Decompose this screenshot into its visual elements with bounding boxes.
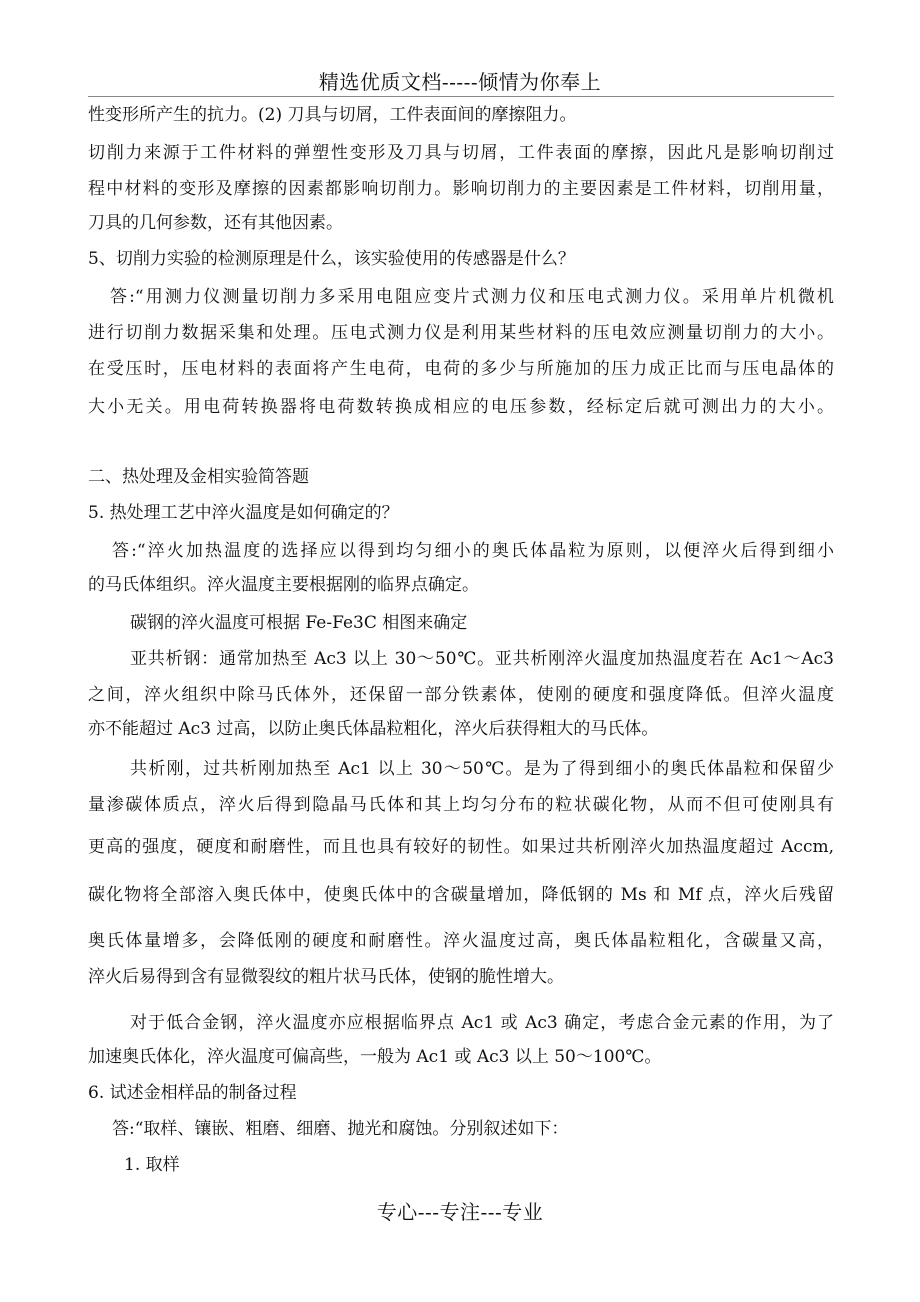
text-line: 在受压时，压电材料的表面将产生电荷，电荷的多少与所施加的压力成正比而与压电晶体的 — [88, 359, 834, 379]
question-heading: 5. 热处理工艺中淬火温度是如何确定的？ — [88, 503, 399, 523]
section-heading: 二、热处理及金相实验简答题 — [88, 467, 309, 487]
text-line: 大小无关。用电荷转换器将电荷数转换成相应的电压参数，经标定后就可测出力的大小。 — [88, 397, 834, 417]
text-line: 的马氏体组织。淬火温度主要根据刚的临界点确定。 — [88, 575, 479, 595]
text-line: 亚共析钢：通常加热至 Ac3 以上 30～50℃。亚共析刚淬火温度加热温度若在 Ac1～Ac3 — [130, 649, 834, 669]
text-line: 碳化物将全部溶入奥氏体中，使奥氏体中的含碳量增加，降低钢的 Ms 和 Mf 点，淬火后残留 — [88, 885, 834, 905]
text-line: 程中材料的变形及摩擦的因素都影响切削力。影响切削力的主要因素是工件材料，切削用量， — [88, 179, 834, 199]
text-line: 答:“淬火加热温度的选择应以得到均匀细小的奥氏体晶粒为原则，以便淬火后得到细小 — [112, 541, 834, 561]
question-heading: 6. 试述金相样品的制备过程 — [88, 1083, 297, 1103]
text-line: 亦不能超过 Ac3 过高，以防止奥氏体晶粒粗化，淬火后获得粗大的马氏体。 — [88, 719, 659, 739]
text-line: 更高的强度，硬度和耐磨性，而且也具有较好的韧性。如果过共析刚淬火加热温度超过 Accm, — [88, 837, 834, 857]
text-line: 性变形所产生的抗力。(2) 刀具与切屑，工件表面间的摩擦阻力。 — [88, 105, 577, 125]
page-footer: 专心---专注---专业 — [376, 1200, 544, 1224]
text-line: 共析刚，过共析刚加热至 Ac1 以上 30～50℃。是为了得到细小的奥氏体晶粒和保留少 — [130, 759, 834, 779]
text-line: 量渗碳体质点，淬火后得到隐晶马氏体和其上均匀分布的粒状碳化物，从而不但可使刚具有 — [88, 795, 834, 815]
text-line: 答:“取样、镶嵌、粗磨、细磨、抛光和腐蚀。分别叙述如下： — [112, 1119, 569, 1139]
header-divider — [88, 96, 834, 97]
text-line: 碳钢的淬火温度可根据 Fe-Fe3C 相图来确定 — [130, 613, 468, 633]
text-line: 刀具的几何参数，还有其他因素。 — [88, 213, 343, 233]
text-line: 加速奥氏体化，淬火温度可偏高些，一般为 Ac1 或 Ac3 以上 50～100℃。 — [88, 1047, 662, 1067]
text-line: 奥氏体量增多，会降低刚的硬度和耐磨性。淬火温度过高，奥氏体晶粒粗化，含碳量又高， — [88, 931, 834, 951]
question-heading: 5、切削力实验的检测原理是什么，该实验使用的传感器是什么？ — [88, 249, 575, 269]
page-header: 精选优质文档-----倾情为你奉上 — [318, 70, 602, 94]
list-item: 1. 取样 — [124, 1155, 180, 1175]
text-line: 切削力来源于工件材料的弹塑性变形及刀具与切屑，工件表面的摩擦，因此凡是影响切削过 — [88, 143, 834, 163]
text-line: 进行切削力数据采集和处理。压电式测力仪是利用某些材料的压电效应测量切削力的大小。 — [88, 323, 834, 343]
text-line: 之间，淬火组织中除马氏体外，还保留一部分铁素体，使刚的硬度和强度降低。但淬火温度 — [88, 685, 834, 705]
text-line: 淬火后易得到含有显微裂纹的粗片状马氏体，使钢的脆性增大。 — [88, 967, 564, 987]
text-line: 对于低合金钢，淬火温度亦应根据临界点 Ac1 或 Ac3 确定，考虑合金元素的作用，为了 — [130, 1013, 834, 1033]
text-line: 答:“用测力仪测量切削力多采用电阻应变片式测力仪和压电式测力仪。采用单片机微机 — [110, 287, 834, 307]
